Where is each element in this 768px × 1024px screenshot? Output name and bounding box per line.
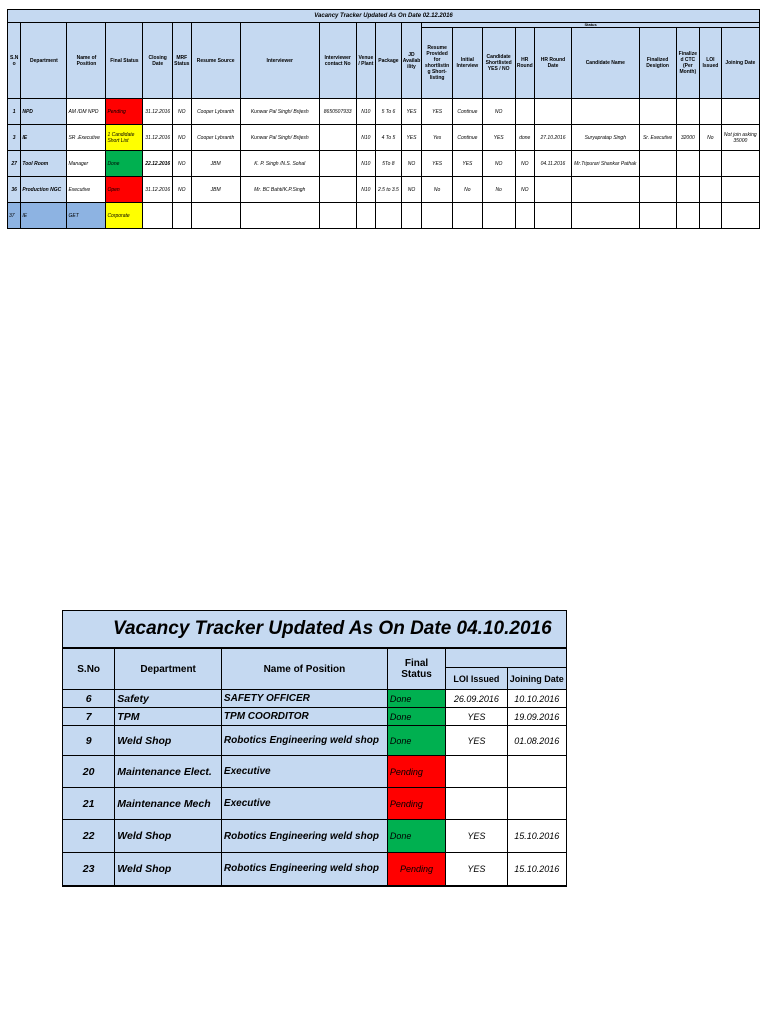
cell-joining-date bbox=[721, 99, 759, 125]
cell-interviewer-contact bbox=[319, 177, 356, 203]
vacancy-tracker-table-oct bbox=[62, 610, 567, 887]
cell-candidate-shortlisted: NO bbox=[482, 99, 515, 125]
cell-mrf-status: NO bbox=[173, 125, 191, 151]
cell-initial-interview: No bbox=[453, 177, 483, 203]
cell-finalized-ctc bbox=[676, 203, 700, 229]
cell-finalized-designation bbox=[639, 203, 676, 229]
cell-candidate-shortlisted: YES bbox=[482, 125, 515, 151]
cell-package bbox=[376, 203, 402, 229]
cell-candidate-name: Suryapratap Singh bbox=[571, 125, 639, 151]
cell-department: Production NGC bbox=[21, 177, 67, 203]
cell-finalized-designation bbox=[639, 177, 676, 203]
cell-sno: 7 bbox=[63, 708, 115, 726]
header-position: Name of Position bbox=[221, 648, 387, 690]
cell-department: Weld Shop bbox=[115, 853, 222, 886]
table-title: Vacancy Tracker Updated As On Date 02.12.2016 bbox=[8, 10, 760, 23]
header-candidate-shortlisted: Candidate Shortlisted YES / NO bbox=[482, 28, 515, 99]
cell-hr-round: done bbox=[515, 125, 534, 151]
cell-candidate-name bbox=[571, 203, 639, 229]
cell-jd: NO bbox=[401, 151, 422, 177]
cell-interviewer: Mr. BC Bahti/K.P.Singh bbox=[240, 177, 319, 203]
cell-candidate-name: Mr.Tripurari Shankar Pathak bbox=[571, 151, 639, 177]
header-finalized-designation: Finalized Desigtion bbox=[639, 28, 676, 99]
cell-finalized-designation bbox=[639, 99, 676, 125]
header-status-group: Status bbox=[422, 23, 760, 28]
cell-loi-issued bbox=[446, 756, 507, 788]
header-candidate-name: Candidate Name bbox=[571, 28, 639, 99]
cell-sno: 37 bbox=[8, 203, 21, 229]
cell-department: IE bbox=[21, 125, 67, 151]
cell-position: Executive bbox=[221, 756, 387, 788]
cell-department: Maintenance Elect. bbox=[115, 756, 222, 788]
cell-resume-provided: Yes bbox=[422, 125, 453, 151]
cell-initial-interview: Continue bbox=[453, 99, 483, 125]
cell-joining-date: 01.08.2016 bbox=[507, 726, 566, 756]
cell-mrf-status: NO bbox=[173, 151, 191, 177]
cell-venue: N10 bbox=[356, 125, 375, 151]
cell-resume-provided: YES bbox=[422, 151, 453, 177]
table-row bbox=[8, 151, 760, 177]
cell-final-status: Done bbox=[387, 726, 445, 756]
cell-final-status: Open bbox=[106, 177, 143, 203]
cell-loi-issued: No bbox=[700, 125, 722, 151]
cell-final-status: Done bbox=[387, 708, 445, 726]
cell-position: Manager bbox=[67, 151, 106, 177]
cell-initial-interview bbox=[453, 203, 483, 229]
cell-finalized-ctc: 32000 bbox=[676, 125, 700, 151]
header-closing-date: Closing Date bbox=[143, 23, 173, 99]
cell-interviewer-contact bbox=[319, 151, 356, 177]
header-final-status: Final Status bbox=[106, 23, 143, 99]
table-row bbox=[63, 853, 567, 886]
cell-hr-round-date: 27.10.2016 bbox=[535, 125, 572, 151]
cell-department: Weld Shop bbox=[115, 726, 222, 756]
cell-interviewer: K. P. Singh /N.S. Sohal bbox=[240, 151, 319, 177]
header-joining-date: Joining Date bbox=[507, 668, 566, 690]
cell-final-status: Pending bbox=[387, 756, 445, 788]
cell-position: AM /DM NPD bbox=[67, 99, 106, 125]
header-finalized-ctc: Finalize d CTC (Per Month) bbox=[676, 28, 700, 99]
cell-sno: 20 bbox=[63, 756, 115, 788]
cell-final-status: Corporate bbox=[106, 203, 143, 229]
cell-venue: N10 bbox=[356, 151, 375, 177]
cell-department: Maintenance Mech bbox=[115, 788, 222, 820]
header-hr-round: HR Round bbox=[515, 28, 534, 99]
cell-department: Safety bbox=[115, 690, 222, 708]
cell-jd: YES bbox=[401, 99, 422, 125]
cell-resume-provided: YES bbox=[422, 99, 453, 125]
header-jd: JD Availab ility bbox=[401, 23, 422, 99]
header-interviewer-contact: Interviewer contact No bbox=[319, 23, 356, 99]
cell-finalized-designation: Sr. Executive bbox=[639, 125, 676, 151]
cell-resume-source: Cooper Lybranth bbox=[191, 99, 240, 125]
header-mrf-status: MRF Status bbox=[173, 23, 191, 99]
cell-resume-provided: No bbox=[422, 177, 453, 203]
cell-department: NPD bbox=[21, 99, 67, 125]
cell-final-status: Pending bbox=[387, 788, 445, 820]
cell-interviewer: Kunwar Pal Singh/ Brijesh bbox=[240, 99, 319, 125]
cell-finalized-ctc bbox=[676, 99, 700, 125]
cell-interviewer-contact: 8650507933 bbox=[319, 99, 356, 125]
table-row bbox=[63, 756, 567, 788]
cell-interviewer: Kunwar Pal Singh/ Brijesh bbox=[240, 125, 319, 151]
cell-final-status: Done bbox=[387, 820, 445, 853]
header-department: Department bbox=[21, 23, 67, 99]
cell-loi-issued: YES bbox=[446, 726, 507, 756]
cell-hr-round bbox=[515, 99, 534, 125]
cell-position: Executive bbox=[67, 177, 106, 203]
cell-position: Robotics Engineering weld shop bbox=[221, 820, 387, 853]
header-sno: S.N o bbox=[8, 23, 21, 99]
cell-closing-date: 31.12.2016 bbox=[143, 99, 173, 125]
cell-final-status: Pending bbox=[387, 853, 445, 886]
cell-initial-interview: Continue bbox=[453, 125, 483, 151]
cell-sno: 21 bbox=[63, 788, 115, 820]
header-package: Package bbox=[376, 23, 402, 99]
cell-closing-date: 31.12.2016 bbox=[143, 177, 173, 203]
cell-joining-date bbox=[721, 151, 759, 177]
cell-package: 5 To 6 bbox=[376, 99, 402, 125]
cell-closing-date: 22.12.2016 bbox=[143, 151, 173, 177]
cell-final-status: Done bbox=[106, 151, 143, 177]
cell-sno: 22 bbox=[63, 820, 115, 853]
cell-joining-date: 15.10.2016 bbox=[507, 820, 566, 853]
cell-venue bbox=[356, 203, 375, 229]
cell-position: SAFETY OFFICER bbox=[221, 690, 387, 708]
cell-hr-round-date bbox=[535, 177, 572, 203]
cell-joining-date: 15.10.2016 bbox=[507, 853, 566, 886]
cell-position: Executive bbox=[221, 788, 387, 820]
table-row bbox=[63, 788, 567, 820]
cell-loi-issued bbox=[446, 788, 507, 820]
vacancy-tracker-table-dec bbox=[7, 9, 760, 229]
table-row bbox=[63, 708, 567, 726]
cell-sno: 23 bbox=[63, 853, 115, 886]
cell-jd: NO bbox=[401, 177, 422, 203]
table-row bbox=[8, 177, 760, 203]
cell-loi-issued bbox=[700, 99, 722, 125]
cell-resume-provided bbox=[422, 203, 453, 229]
cell-mrf-status bbox=[173, 203, 191, 229]
cell-resume-source: JBM bbox=[191, 151, 240, 177]
cell-sno: 36 bbox=[8, 177, 21, 203]
cell-venue: N10 bbox=[356, 177, 375, 203]
cell-sno: 9 bbox=[63, 726, 115, 756]
cell-hr-round-date bbox=[535, 99, 572, 125]
cell-hr-round bbox=[515, 203, 534, 229]
cell-joining-date bbox=[721, 203, 759, 229]
cell-loi-issued: 26.09.2016 bbox=[446, 690, 507, 708]
cell-loi-issued: YES bbox=[446, 820, 507, 853]
cell-joining-date bbox=[507, 788, 566, 820]
cell-mrf-status: NO bbox=[173, 177, 191, 203]
cell-hr-round: NO bbox=[515, 177, 534, 203]
cell-position: SR .Executive bbox=[67, 125, 106, 151]
cell-sno: 1 bbox=[8, 99, 21, 125]
cell-sno: 3 bbox=[8, 125, 21, 151]
cell-mrf-status: NO bbox=[173, 99, 191, 125]
cell-hr-round-date bbox=[535, 203, 572, 229]
cell-finalized-ctc bbox=[676, 151, 700, 177]
cell-package: 2.5 to 3.5 bbox=[376, 177, 402, 203]
cell-position: Robotics Engineering weld shop bbox=[221, 726, 387, 756]
cell-loi-issued bbox=[700, 177, 722, 203]
header-loi-issued: LOI Issued bbox=[446, 668, 507, 690]
table-row bbox=[63, 820, 567, 853]
cell-hr-round-date: 04.11.2016 bbox=[535, 151, 572, 177]
cell-sno: 27 bbox=[8, 151, 21, 177]
cell-candidate-shortlisted: NO bbox=[482, 151, 515, 177]
cell-department: TPM bbox=[115, 708, 222, 726]
cell-jd: YES bbox=[401, 125, 422, 151]
header-interviewer: Interviewer bbox=[240, 23, 319, 99]
cell-position: TPM COORDITOR bbox=[221, 708, 387, 726]
cell-final-status: Pending bbox=[106, 99, 143, 125]
cell-venue: N10 bbox=[356, 99, 375, 125]
cell-joining-date: Not join asking 35000 bbox=[721, 125, 759, 151]
cell-department: Tool Room bbox=[21, 151, 67, 177]
cell-loi-issued bbox=[700, 203, 722, 229]
cell-hr-round: NO bbox=[515, 151, 534, 177]
cell-candidate-name bbox=[571, 177, 639, 203]
cell-resume-source: JBM bbox=[191, 177, 240, 203]
table-row bbox=[8, 99, 760, 125]
cell-initial-interview: YES bbox=[453, 151, 483, 177]
cell-interviewer-contact bbox=[319, 203, 356, 229]
header-loi-issued: LOI Issued bbox=[700, 28, 722, 99]
header-sno: S.No bbox=[63, 648, 115, 690]
cell-interviewer-contact bbox=[319, 125, 356, 151]
header-spacer bbox=[446, 648, 567, 668]
table-title: Vacancy Tracker Updated As On Date 04.10.2016 bbox=[63, 611, 567, 649]
cell-candidate-shortlisted: No bbox=[482, 177, 515, 203]
header-final-status: Final Status bbox=[387, 648, 445, 690]
cell-finalized-ctc bbox=[676, 177, 700, 203]
table-row bbox=[63, 726, 567, 756]
cell-sno: 6 bbox=[63, 690, 115, 708]
cell-joining-date: 19.09.2016 bbox=[507, 708, 566, 726]
header-joining-date: Joining Date bbox=[721, 28, 759, 99]
cell-package: 4 To 5 bbox=[376, 125, 402, 151]
table-row bbox=[8, 203, 760, 229]
cell-interviewer bbox=[240, 203, 319, 229]
cell-candidate-shortlisted bbox=[482, 203, 515, 229]
header-initial-interview: Initial Interview bbox=[453, 28, 483, 99]
cell-position: Robotics Engineering weld shop bbox=[221, 853, 387, 886]
cell-department: Weld Shop bbox=[115, 820, 222, 853]
header-resume-source: Resume Source bbox=[191, 23, 240, 99]
cell-final-status: 1 Candidate Short List bbox=[106, 125, 143, 151]
cell-closing-date bbox=[143, 203, 173, 229]
cell-loi-issued: YES bbox=[446, 708, 507, 726]
cell-closing-date: 31.12.2016 bbox=[143, 125, 173, 151]
header-hr-round-date: HR Round Date bbox=[535, 28, 572, 99]
header-venue: Venue / Plant bbox=[356, 23, 375, 99]
table-row bbox=[8, 125, 760, 151]
table-row bbox=[63, 690, 567, 708]
cell-finalized-designation bbox=[639, 151, 676, 177]
cell-joining-date bbox=[721, 177, 759, 203]
cell-loi-issued bbox=[700, 151, 722, 177]
header-department: Department bbox=[115, 648, 222, 690]
cell-joining-date: 10.10.2016 bbox=[507, 690, 566, 708]
cell-jd bbox=[401, 203, 422, 229]
cell-resume-source: Cooper Lybranth bbox=[191, 125, 240, 151]
cell-final-status: Done bbox=[387, 690, 445, 708]
cell-loi-issued: YES bbox=[446, 853, 507, 886]
cell-position: GET bbox=[67, 203, 106, 229]
header-resume-provided: Resume Provided for shortlistin g Short-listing bbox=[422, 28, 453, 99]
cell-department: IE bbox=[21, 203, 67, 229]
cell-resume-source bbox=[191, 203, 240, 229]
cell-package: 5To 8 bbox=[376, 151, 402, 177]
cell-candidate-name bbox=[571, 99, 639, 125]
header-position: Name of Position bbox=[67, 23, 106, 99]
cell-joining-date bbox=[507, 756, 566, 788]
